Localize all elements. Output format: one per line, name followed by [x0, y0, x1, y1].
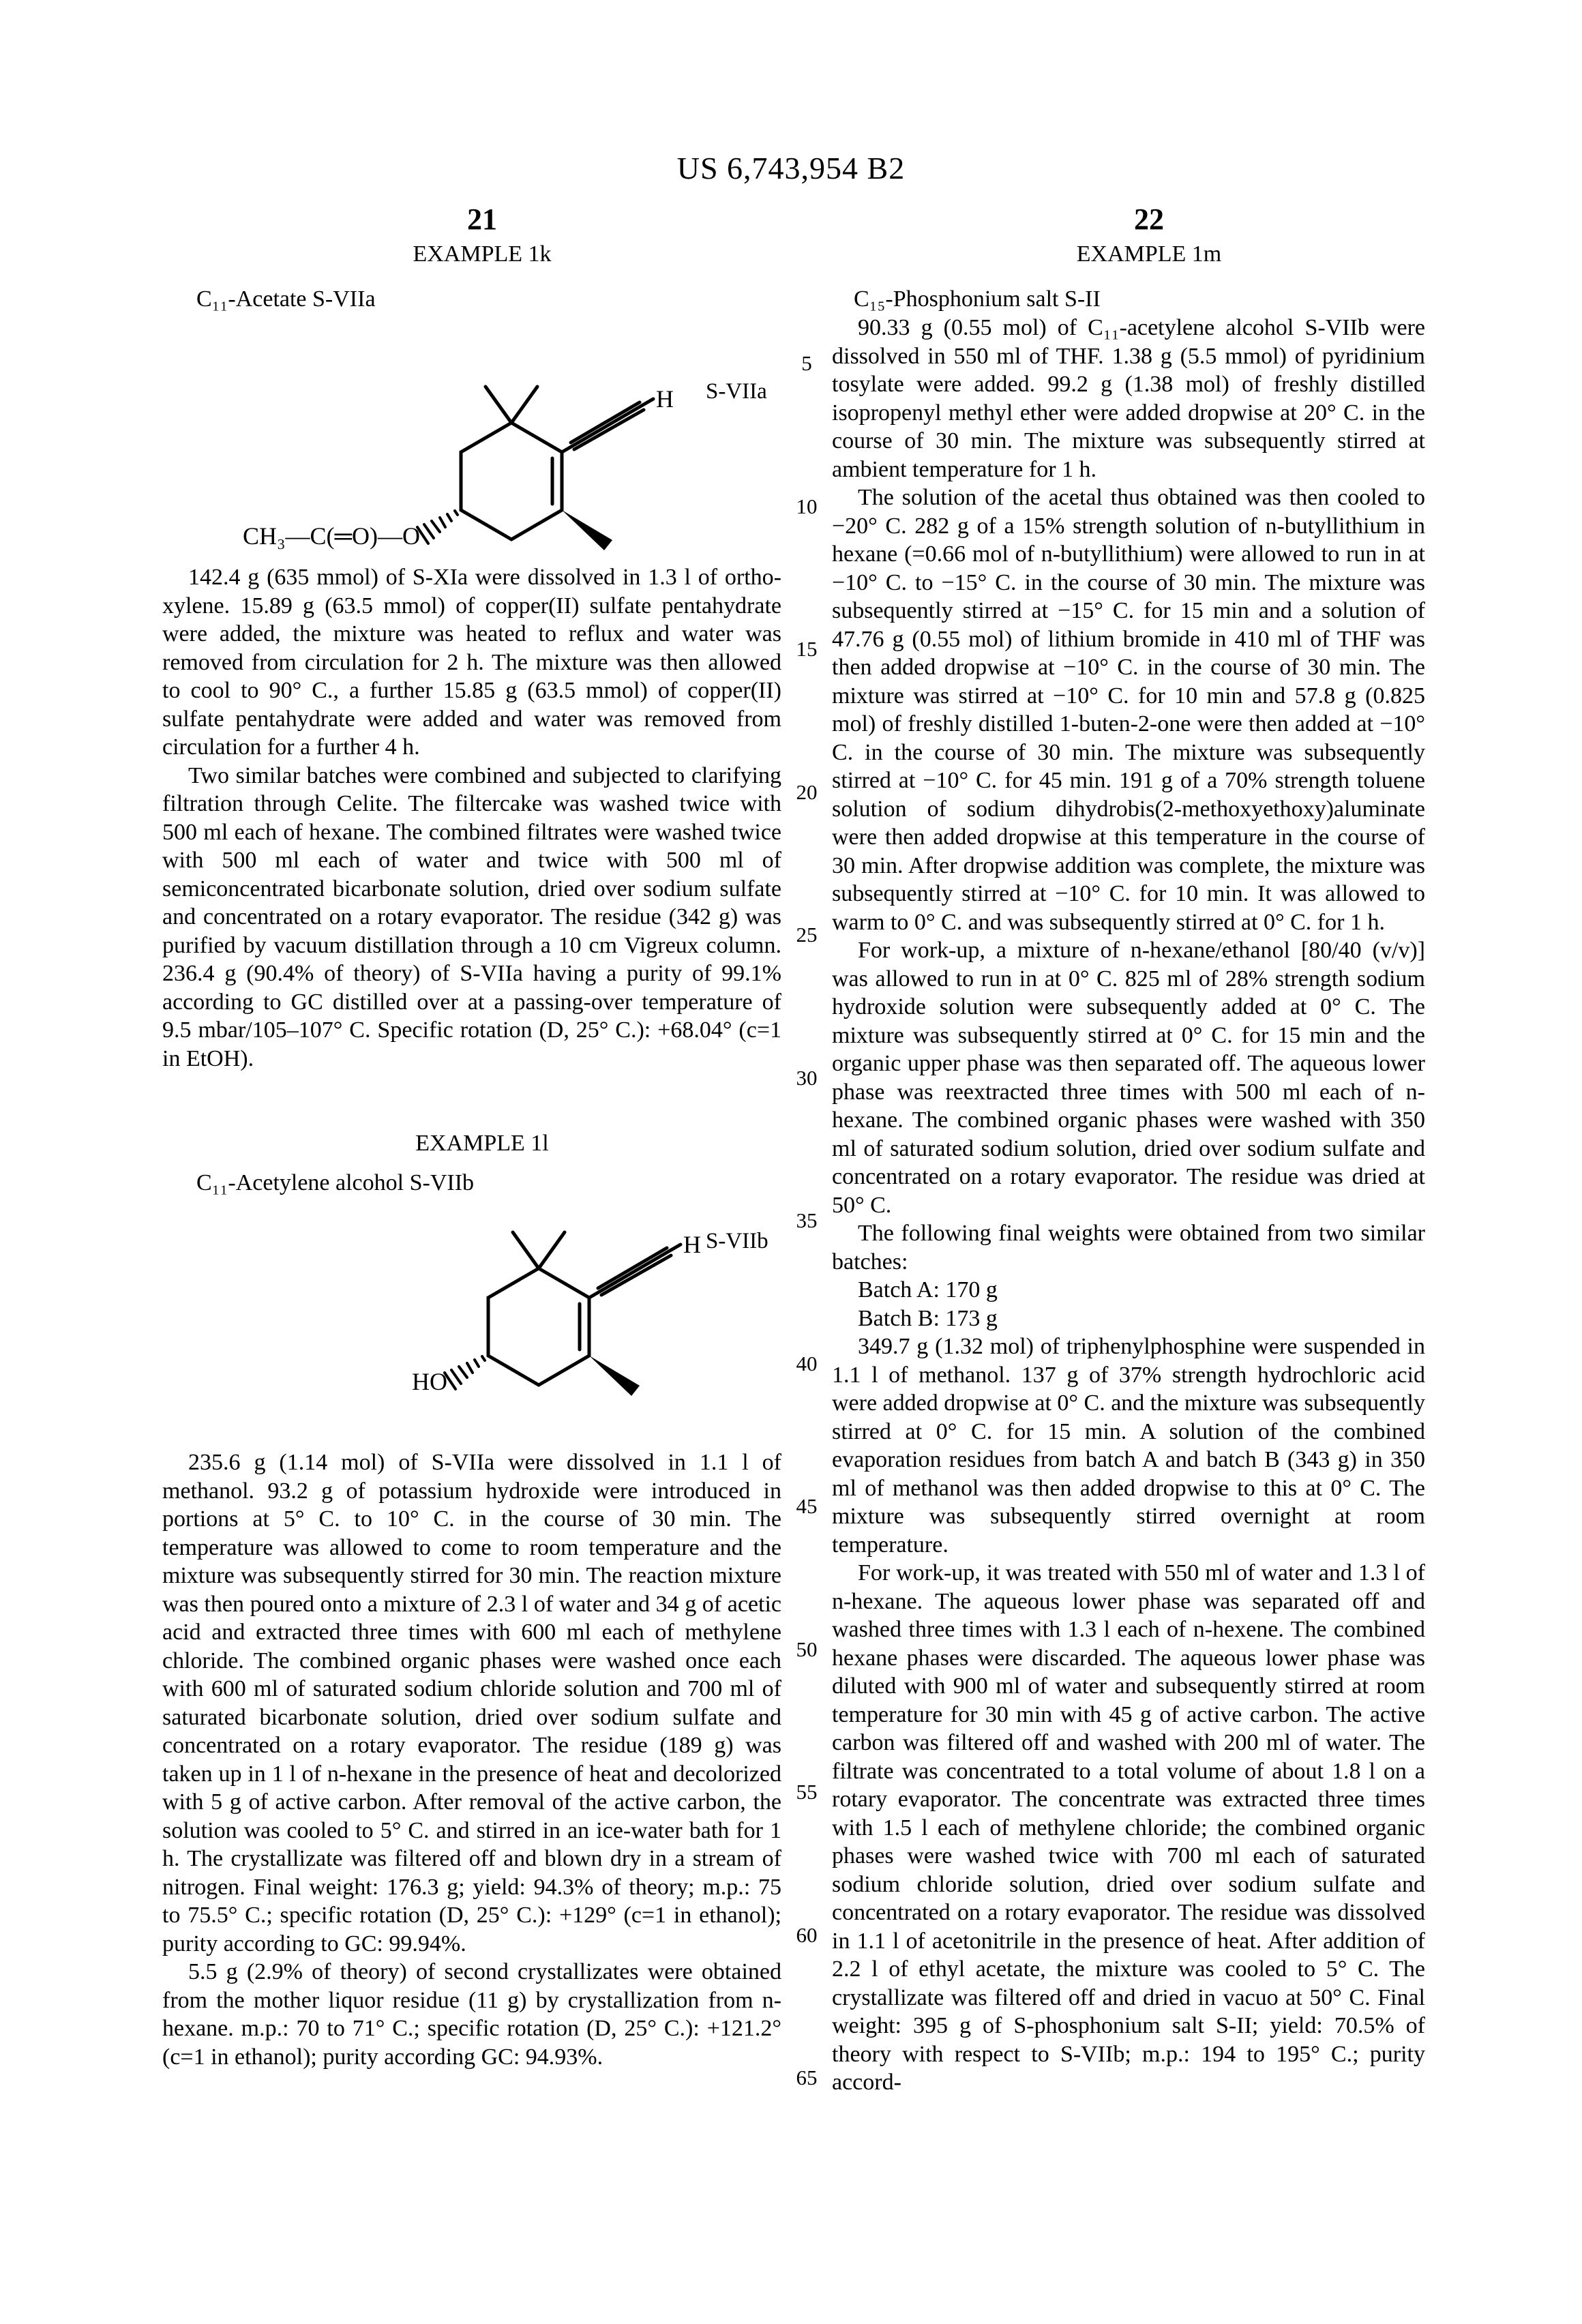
wedge-methyl: [562, 510, 612, 550]
heading-c15-phosphonium: C₁₅-Phosphonium salt S-II: [854, 286, 1101, 312]
batch-b-line: Batch B: 173 g: [858, 1305, 998, 1331]
line-number: 65: [796, 2066, 818, 2089]
column-number-right: 22: [1134, 203, 1164, 236]
hydroxyl-label: HO: [412, 1368, 447, 1395]
hash-bond: [459, 1367, 467, 1377]
structure-label-s-viib: S-VIIb: [706, 1229, 768, 1253]
structure-s-viia-drawing: [225, 378, 689, 563]
paragraph: The solution of the acetal thus obtained was then cooled to −20° C. 282 g of a 15% strength solution of n-butyllithium in hexane (=0.66 mol of n-butyllithium) were allowed to run in at −10° C. to −15° C. in the course of 30 min. The mixture was subsequently stirred at −15° C. for 15 min and a solution of 47.76 g (0.55 mol) of lithium bromide in 410 ml of THF was then added dropwise at −10° C. in the course of 30 min. The mixture was stirred at −10° C. for 10 min and 57.8 g (0.825 mol) of freshly distilled 1-buten-2-one were then added at −10° C. in the course of 30 min. The mixture was subsequently stirred at −10° C. for 45 min. 191 g of a 70% strength toluene solution of sodium dihydrobis(2-methoxyethoxy)aluminate were then added dropwise at this temperature in the course of 30 min. After dropwise addition was complete, the mixture was subsequently stirred at −10° C. for 10 min. It was allowed to warm to 0° C. and was subsequently stirred at 0° C. for 1 h.: [832, 485, 1425, 935]
batch-a-line: Batch A: 170 g: [858, 1277, 998, 1302]
paragraph: 142.4 g (635 mmol) of S-XIa were dissolved in 1.3 l of ortho-xylene. 15.89 g (63.5 mmol) of copper(II) sulfate pentahydrate were added, the mixture was heated to reflux and water was removed from circulation for 2 h. The mixture was then allowed to cool to 90° C., a further 15.85 g (63.5 mmol) of copper(II) sulfate pentahydrate were added and water was removed from circulation for a further 4 h.: [162, 565, 781, 760]
example-1l-title: EXAMPLE 1l: [415, 1131, 549, 1156]
paragraph: 90.33 g (0.55 mol) of C₁₁-acetylene alcohol S-VIIb were dissolved in 550 ml of THF. 1.38 g (5.5 mmol) of pyridinium tosylate were added. 99.2 g (1.38 mol) of freshly distilled isopropenyl methyl ether were added dropwise at 20° C. in the course of 30 min. The mixture was subsequently stirred at ambient temperature for 1 h.: [832, 315, 1425, 482]
terminal-h-label: H: [683, 1231, 701, 1258]
heading-c11-acetylene-alcohol: C₁₁-Acetylene alcohol S-VIIb: [196, 1170, 475, 1195]
alkyne-bond: [589, 1245, 681, 1298]
left-column-text-bottom: [162, 1448, 781, 2071]
line-number: 60: [796, 1923, 818, 1947]
line-number: 15: [796, 637, 818, 661]
hash-bond: [467, 1363, 473, 1373]
methyl-bond: [539, 1232, 565, 1268]
hash-bond: [451, 1370, 461, 1384]
line-number: 50: [796, 1637, 818, 1661]
line-number: 45: [796, 1494, 818, 1518]
paragraph: Two similar batches were combined and subjected to clarifying filtration through Celite. The filtercake was washed twice with 500 ml each of hexane. The combined filtrates were washed twice with 500 ml each of water and twice with 500 ml of semiconcentrated bicarbonate solution, dried over sodium sulfate and concentrated on a rotary evaporator. The residue (342 g) was purified by vacuum distillation through a 10 cm Vigreux column. 236.4 g (90.4% of theory) of S-VIIa having a purity of 99.1% according to GC distilled over at a passing-over temperature of 9.5 mbar/105–107° C. Specific rotation (D, 25° C.): +68.04° (c=1 in EtOH).: [162, 762, 781, 1071]
paragraph: For work-up, a mixture of n-hexane/ethanol [80/40 (v/v)] was allowed to run in at 0° C. 825 ml of 28% strength sodium hydroxide solution were subsequently added at 0° C. The mixture was subsequently stirred at 0° C. for 15 min and the organic upper phase was then separated off. The aqueous lower phase was reextracted three times with 500 ml each of n-hexane. The combined organic phases were washed with 350 ml of saturated sodium solution, dried over sodium sulfate and concentrated on a rotary evaporator. The residue was dried at 50° C.: [832, 938, 1425, 1218]
line-number: 40: [796, 1352, 818, 1375]
hash-bond: [432, 521, 440, 532]
hash-bond: [440, 518, 445, 527]
line-number: 30: [796, 1066, 818, 1090]
alkyne-bond: [562, 399, 653, 452]
right-column-text: [832, 314, 1425, 2097]
line-number: 55: [796, 1780, 818, 1804]
alkyne-bond: [574, 410, 644, 449]
wedge-methyl: [589, 1356, 640, 1396]
chemical-structure-s-viia: [225, 378, 689, 563]
hash-bond: [424, 524, 434, 538]
line-number: 20: [796, 780, 818, 804]
ring-bond: [461, 423, 562, 539]
hash-bond: [475, 1360, 479, 1367]
left-column-text-top: [162, 563, 781, 1073]
methyl-bond: [511, 387, 537, 423]
patent-number-header: US 6,743,954 B2: [676, 151, 906, 185]
ring-bond: [488, 1268, 589, 1385]
structure-s-viib-drawing: [300, 1221, 709, 1412]
terminal-h-label: H: [656, 385, 674, 413]
hash-bond: [455, 511, 458, 515]
alkyne-bond: [571, 402, 640, 443]
hash-bond: [447, 514, 451, 521]
line-number: 10: [796, 494, 818, 518]
heading-c11-acetate: C₁₁-Acetate S-VIIa: [196, 286, 376, 312]
paragraph: The following final weights were obtained from two similar batches:: [832, 1221, 1425, 1275]
paragraph: For work-up, it was treated with 550 ml of water and 1.3 l of n-hexane. The aqueous lower phase was separated off and washed three times with 1.3 l each of n-hexene. The combined hexane phases were discarded. The aqueous lower phase was diluted with 900 ml of water and subsequently stirred at room temperature for 30 min with 45 g of active carbon. The active carbon was filtered off and washed with 200 ml of water. The filtrate was concentrated to a total volume of about 1.8 l on a rotary evaporator. The concentrate was extracted three times with 1.5 l each of methylene chloride; the combined organic phases were washed twice with 700 ml each of saturated sodium chloride solution, dried over sodium sulfate and concentrated on a rotary evaporator. The residue was dissolved in 1.1 l of acetonitrile in the presence of heat. After addition of 2.2 l of ethyl acetate, the mixture was cooled to 5° C. The crystallizate was filtered off and dried in vacuo at 50° C. Final weight: 395 g of S-phosphonium salt S-II; yield: 70.5% of theory with respect to S-VIIb; m.p.: 194 to 195° C.; purity accord-: [832, 1560, 1425, 2095]
paragraph: 235.6 g (1.14 mol) of S-VIIa were dissolved in 1.1 l of methanol. 93.2 g of potassium hydroxide were introduced in portions at 5° C. to 10° C. in the course of 30 min. The temperature was allowed to come to room temperature and the mixture was subsequently stirred for 30 min. The reaction mixture was then poured onto a mixture of 2.3 l of water and 34 g of acetic acid and extracted three times with 600 ml each of methylene chloride. The combined organic phases were washed once each with 600 ml of saturated sodium chloride solution and 700 ml of saturated bicarbonate solution, dried over sodium sulfate and concentrated on a rotary evaporator. The residue (189 g) was taken up in 1 l of n-hexane in the presence of heat and decolorized with 5 g of active carbon. After removal of the active carbon, the solution was cooled to 5° C. and stirred in an ice-water bath for 1 h. The crystallizate was filtered off and blown dry in a stream of nitrogen. Final weight: 176.3 g; yield: 94.3% of theory; m.p.: 75 to 75.5° C.; specific rotation (D, 25° C.): +129° (c=1 in ethanol); purity according to GC: 99.94%.: [162, 1450, 781, 1956]
line-number: 5: [801, 351, 812, 375]
structure-label-s-viia: S-VIIa: [706, 379, 767, 404]
example-1k-title: EXAMPLE 1k: [413, 241, 552, 267]
alkyne-bond: [601, 1255, 671, 1295]
line-number: 35: [796, 1208, 818, 1232]
chemical-structure-s-viib: [300, 1221, 709, 1412]
methyl-bond: [513, 1232, 539, 1268]
acetate-chain-label: CH₃—C(═O)—O: [242, 522, 420, 550]
paragraph: 5.5 g (2.9% of theory) of second crystallizates were obtained from the mother liquor residue (11 g) by crystallization from n-hexane. m.p.: 70 to 71° C.; specific rotation (D, 25° C.): +121.2° (c=1 in ethanol); purity according GC: 94.93%.: [162, 1959, 781, 2070]
hash-bond: [482, 1356, 485, 1360]
methyl-bond: [486, 387, 511, 423]
line-number: 25: [796, 923, 818, 947]
paragraph: 349.7 g (1.32 mol) of triphenylphosphine were suspended in 1.1 l of methanol. 137 g of 37% strength hydrochloric acid were added dropwise at 0° C. and the mixture was subsequently stirred at 0° C. for 15 min. A solution of the combined evaporation residues from batch A and batch B (343 g) in 350 ml of methanol was then added dropwise to this at 0° C. The mixture was subsequently stirred overnight at room temperature.: [832, 1334, 1425, 1558]
alkyne-bond: [598, 1248, 667, 1288]
column-number-left: 21: [467, 203, 497, 236]
example-1m-title: EXAMPLE 1m: [1076, 241, 1222, 267]
